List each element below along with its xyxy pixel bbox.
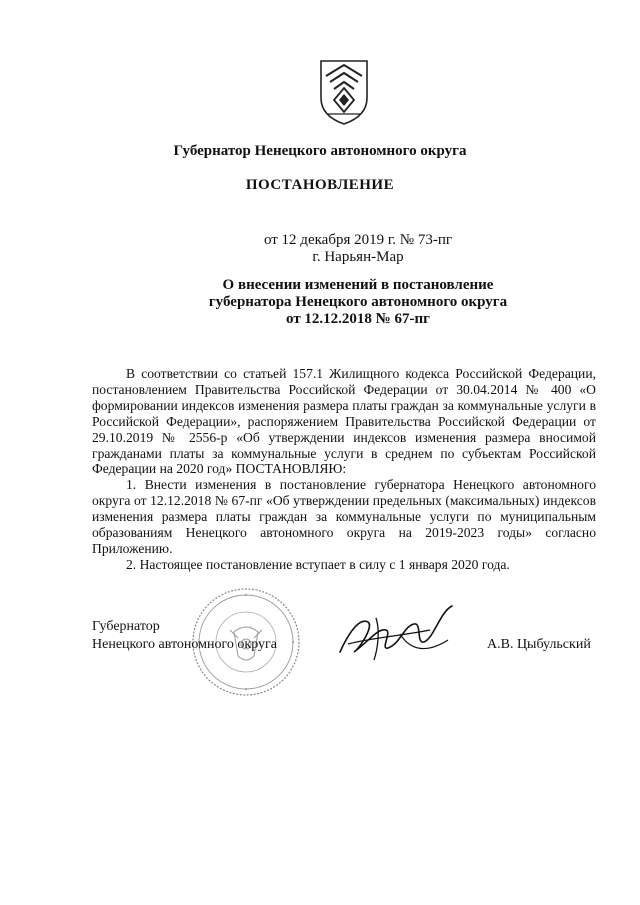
subject-line: от 12.12.2018 № 67-пг: [286, 311, 430, 327]
signatory-title-line: Ненецкого автономного округа: [92, 637, 277, 652]
body-paragraph: 2. Настоящее постановление вступает в силу с 1 января 2020 года.: [126, 556, 510, 572]
body-paragraph: 1. Внести изменения в постановление губернатора Ненецкого автономного округа от 12.12.2018 № 67-пг «Об утверждении предельных (максимальных) индексов изменения размера платы граждан за коммунальные услуги по муниципальным образованиям Ненецкого автономного округа на 2019-2023 годы» согласно Приложению.: [92, 477, 596, 556]
document-type: ПОСТАНОВЛЕНИЕ: [245, 177, 395, 193]
body-paragraph: В соответствии со статьей 157.1 Жилищного кодекса Российской Федерации, постановлением Правительства Российской Федерации от 30.04.2014 № 400 «О формировании индексов изменения размера платы граждан за коммунальные услуги в Российской Федерации», распоряжением Правительства Российской Федерации от 29.10.2019 № 2556-р «Об утверждении индексов изменения размера вносимой гражданами платы за коммунальные услуги в среднем по субъектам Российской Федерации на 2020 год» ПОСТАНОВЛЯЮ:: [92, 366, 596, 477]
document-subject: [38, 277, 640, 328]
document-body: [92, 366, 596, 573]
subject-line: губернатора Ненецкого автономного округа: [208, 294, 508, 310]
signatory-name: А.В. Цыбульский: [487, 637, 591, 652]
nenets-coat-of-arms-icon: [318, 58, 370, 126]
signatory-title-line: Губернатор: [92, 619, 160, 634]
issuing-authority: Губернатор Ненецкого автономного округа: [173, 143, 467, 159]
document-city: г. Нарьян-Мар: [312, 249, 404, 265]
handwritten-signature-icon: [330, 600, 465, 670]
signatory-title: [92, 618, 277, 654]
document-date-number: от 12 декабря 2019 г. № 73-пг: [263, 232, 453, 248]
subject-line: О внесении изменений в постановление: [222, 277, 494, 293]
